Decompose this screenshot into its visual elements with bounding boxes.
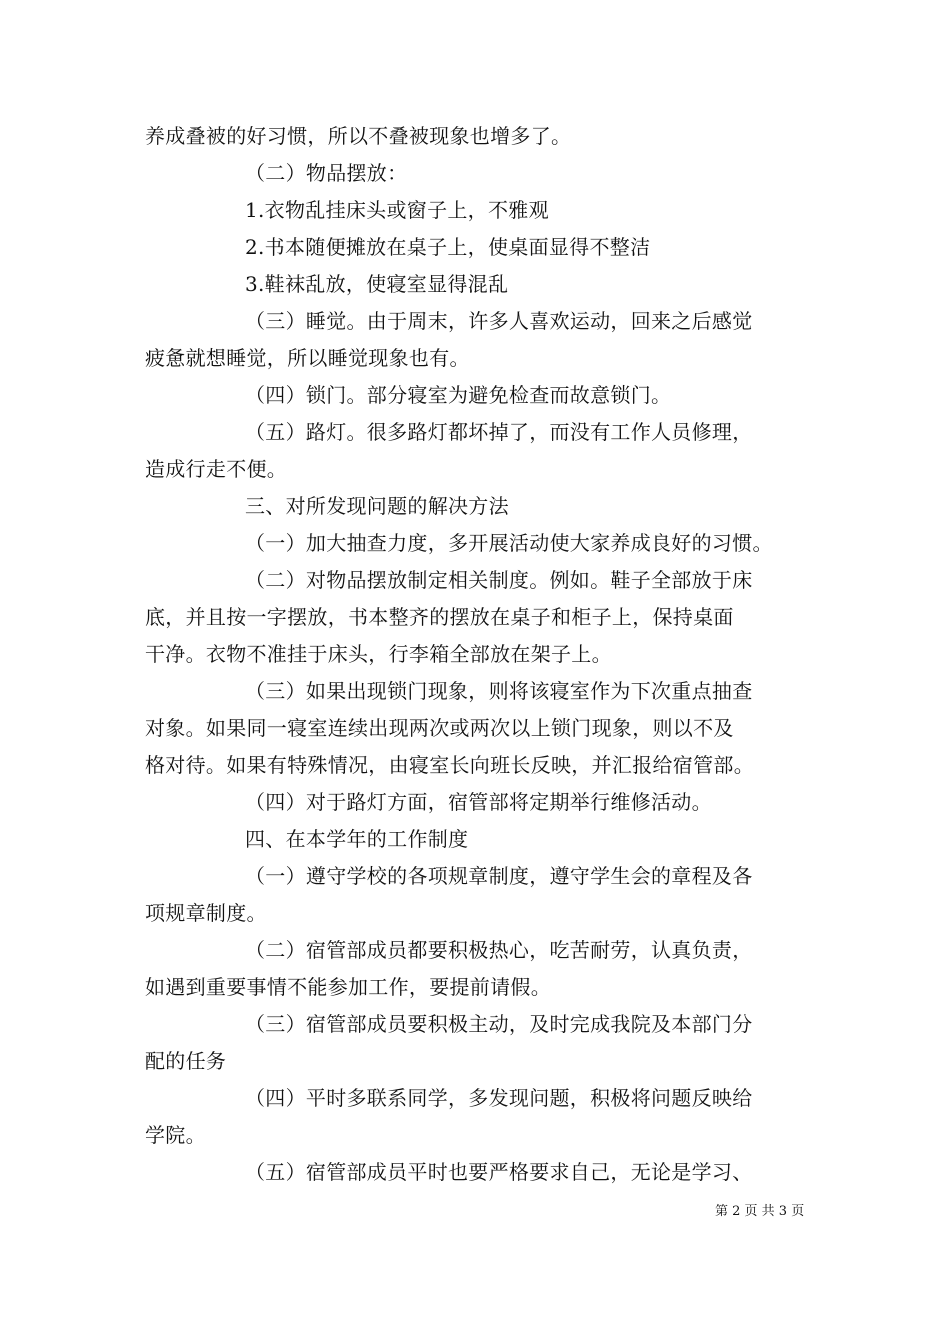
text-line: （二）物品摆放： — [245, 161, 408, 185]
text-line: 如遇到重要事情不能参加工作，要提前请假。 — [145, 975, 551, 999]
text-line: 养成叠被的好习惯，所以不叠被现象也增多了。 — [145, 124, 572, 148]
text-line: 对象。如果同一寝室连续出现两次或两次以上锁门现象，则以不及 — [145, 716, 734, 740]
text-line: 造成行走不便。 — [145, 457, 288, 481]
text-line: 学院。 — [145, 1123, 206, 1147]
text-line: （二）宿管部成员都要积极热心，吃苦耐劳，认真负责， — [245, 938, 753, 962]
text-line: （一）遵守学校的各项规章制度，遵守学生会的章程及各 — [245, 864, 753, 888]
text-line: （五）宿管部成员平时也要严格要求自己，无论是学习、 — [245, 1160, 753, 1184]
text-line: 底，并且按一字摆放，书本整齐的摆放在桌子和柜子上，保持桌面 — [145, 605, 734, 629]
text-line: 四、在本学年的工作制度 — [245, 827, 469, 851]
text-line: 项规章制度。 — [145, 901, 267, 925]
text-line: 三、对所发现问题的解决方法 — [245, 494, 509, 518]
text-line: 配的任务 — [145, 1049, 227, 1073]
document-body — [145, 118, 817, 1191]
text-line: 1.衣物乱挂床头或窗子上，不雅观 — [245, 198, 549, 222]
text-line: （三）如果出现锁门现象，则将该寝室作为下次重点抽查 — [245, 679, 753, 703]
text-line: （二）对物品摆放制定相关制度。例如。鞋子全部放于床 — [245, 568, 753, 592]
text-line: 干净。衣物不准挂于床头，行李箱全部放在架子上。 — [145, 642, 612, 666]
text-line: （三）睡觉。由于周末，许多人喜欢运动，回来之后感觉 — [245, 309, 753, 333]
text-line: 格对待。如果有特殊情况，由寝室长向班长反映，并汇报给宿管部。 — [145, 753, 754, 777]
text-line: 疲惫就想睡觉，所以睡觉现象也有。 — [145, 346, 470, 370]
text-line: 3.鞋袜乱放，使寝室显得混乱 — [245, 272, 509, 296]
text-line: （五）路灯。很多路灯都坏掉了，而没有工作人员修理， — [245, 420, 753, 444]
text-line: （三）宿管部成员要积极主动，及时完成我院及本部门分 — [245, 1012, 753, 1036]
text-line: （四）锁门。部分寝室为避免检查而故意锁门。 — [245, 383, 672, 407]
text-line: （四）对于路灯方面，宿管部将定期举行维修活动。 — [245, 790, 712, 814]
page-number-footer: 第 2 页 共 3 页 — [715, 1204, 805, 1219]
text-line: 2.书本随便摊放在桌子上，使桌面显得不整洁 — [245, 235, 651, 259]
text-line: （四）平时多联系同学，多发现问题，积极将问题反映给 — [245, 1086, 753, 1110]
text-line: （一）加大抽查力度，多开展活动使大家养成良好的习惯。 — [245, 531, 773, 555]
